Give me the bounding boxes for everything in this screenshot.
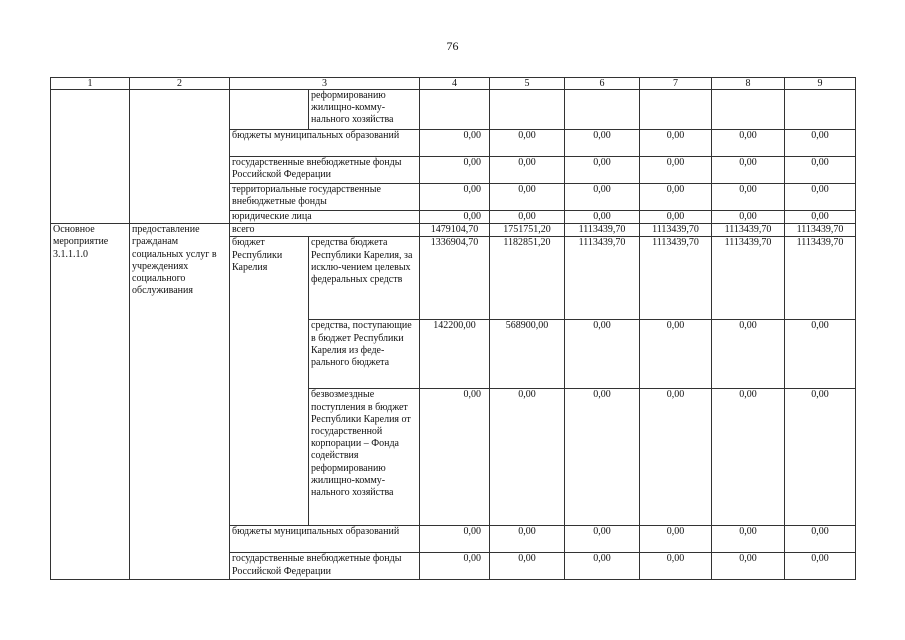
value-cell: 1751751,20 [490, 224, 565, 237]
value-cell: 1182851,20 [490, 237, 565, 320]
value-cell: 0,00 [420, 389, 490, 526]
source-label: безвозмездные поступления в бюджет Республики Карелия от государственной корпорации – Фонда содействия реформированию жилищно-комму-нального хозяйства [309, 389, 420, 526]
source-label: бюджет Республики Карелия [230, 237, 309, 526]
value-cell: 0,00 [785, 389, 856, 526]
table-row [51, 224, 856, 237]
value-cell: 0,00 [712, 157, 785, 184]
header-cell: 6 [565, 78, 640, 90]
header-cell: 7 [640, 78, 712, 90]
header-cell: 2 [130, 78, 230, 90]
value-cell: 0,00 [785, 211, 856, 224]
value-cell: 0,00 [712, 184, 785, 211]
source-label: государственные внебюджетные фонды Российской Федерации [230, 553, 420, 580]
page-number: 76 [446, 39, 459, 53]
value-cell: 0,00 [785, 553, 856, 580]
source-label: реформированию жилищно-комму-нального хозяйства [309, 90, 420, 130]
value-cell: 0,00 [420, 526, 490, 553]
source-label: бюджеты муниципальных образований [230, 130, 420, 157]
value-cell: 0,00 [490, 130, 565, 157]
value-cell: 0,00 [640, 157, 712, 184]
source-label: территориальные государственные внебюджетные фонды [230, 184, 420, 211]
value-cell: 0,00 [640, 184, 712, 211]
value-cell: 0,00 [712, 526, 785, 553]
value-cell: 0,00 [712, 130, 785, 157]
value-cell: 568900,00 [490, 320, 565, 389]
value-cell: 0,00 [785, 526, 856, 553]
value-cell: 0,00 [490, 526, 565, 553]
value-cell: 1113439,70 [565, 224, 640, 237]
value-cell: 0,00 [565, 389, 640, 526]
table-row [51, 90, 856, 130]
value-cell: 0,00 [640, 553, 712, 580]
value-cell: 0,00 [640, 526, 712, 553]
empty-cell [51, 90, 130, 224]
value-cell: 0,00 [640, 211, 712, 224]
header-cell: 5 [490, 78, 565, 90]
empty-cell [640, 90, 712, 130]
source-label: средства, поступающие в бюджет Республики Карелия из феде-рального бюджета [309, 320, 420, 389]
empty-cell [565, 90, 640, 130]
value-cell: 1113439,70 [785, 224, 856, 237]
value-cell: 0,00 [712, 320, 785, 389]
value-cell: 0,00 [565, 211, 640, 224]
value-cell: 0,00 [785, 320, 856, 389]
header-row [51, 78, 856, 90]
empty-cell [420, 90, 490, 130]
empty-cell [712, 90, 785, 130]
header-cell: 9 [785, 78, 856, 90]
source-label: средства бюджета Республики Карелия, за исклю-чением целевых федеральных средств [309, 237, 420, 320]
value-cell: 0,00 [490, 157, 565, 184]
value-cell: 0,00 [420, 553, 490, 580]
value-cell: 0,00 [565, 526, 640, 553]
value-cell: 0,00 [490, 553, 565, 580]
value-cell: 0,00 [420, 157, 490, 184]
value-cell: 0,00 [712, 553, 785, 580]
value-cell: 1336904,70 [420, 237, 490, 320]
activity-title: Основное мероприятие 3.1.1.1.0 [51, 224, 130, 580]
empty-cell [785, 90, 856, 130]
value-cell: 0,00 [490, 184, 565, 211]
value-cell: 0,00 [785, 157, 856, 184]
source-label: государственные внебюджетные фонды Российской Федерации [230, 157, 420, 184]
value-cell: 0,00 [640, 320, 712, 389]
value-cell: 1479104,70 [420, 224, 490, 237]
value-cell: 1113439,70 [640, 237, 712, 320]
value-cell: 0,00 [712, 389, 785, 526]
source-label: юридические лица [230, 211, 420, 224]
empty-cell [130, 90, 230, 224]
value-cell: 0,00 [565, 157, 640, 184]
activity-description: предоставление гражданам социальных услуг в учреждениях социального обслуживания [130, 224, 230, 580]
value-cell: 142200,00 [420, 320, 490, 389]
source-label: всего [230, 224, 420, 237]
header-cell: 4 [420, 78, 490, 90]
value-cell: 1113439,70 [640, 224, 712, 237]
value-cell: 0,00 [640, 130, 712, 157]
value-cell: 1113439,70 [712, 224, 785, 237]
value-cell: 0,00 [420, 211, 490, 224]
header-cell: 8 [712, 78, 785, 90]
value-cell: 0,00 [712, 211, 785, 224]
header-cell: 1 [51, 78, 130, 90]
value-cell: 0,00 [490, 389, 565, 526]
value-cell: 1113439,70 [785, 237, 856, 320]
budget-table [50, 77, 856, 580]
value-cell: 0,00 [640, 389, 712, 526]
empty-cell [230, 90, 309, 130]
value-cell: 0,00 [420, 130, 490, 157]
value-cell: 0,00 [565, 130, 640, 157]
value-cell: 0,00 [490, 211, 565, 224]
value-cell: 0,00 [420, 184, 490, 211]
empty-cell [490, 90, 565, 130]
value-cell: 0,00 [785, 130, 856, 157]
value-cell: 0,00 [565, 184, 640, 211]
value-cell: 1113439,70 [712, 237, 785, 320]
value-cell: 0,00 [565, 553, 640, 580]
header-cell: 3 [230, 78, 420, 90]
value-cell: 1113439,70 [565, 237, 640, 320]
value-cell: 0,00 [785, 184, 856, 211]
source-label: бюджеты муниципальных образований [230, 526, 420, 553]
value-cell: 0,00 [565, 320, 640, 389]
